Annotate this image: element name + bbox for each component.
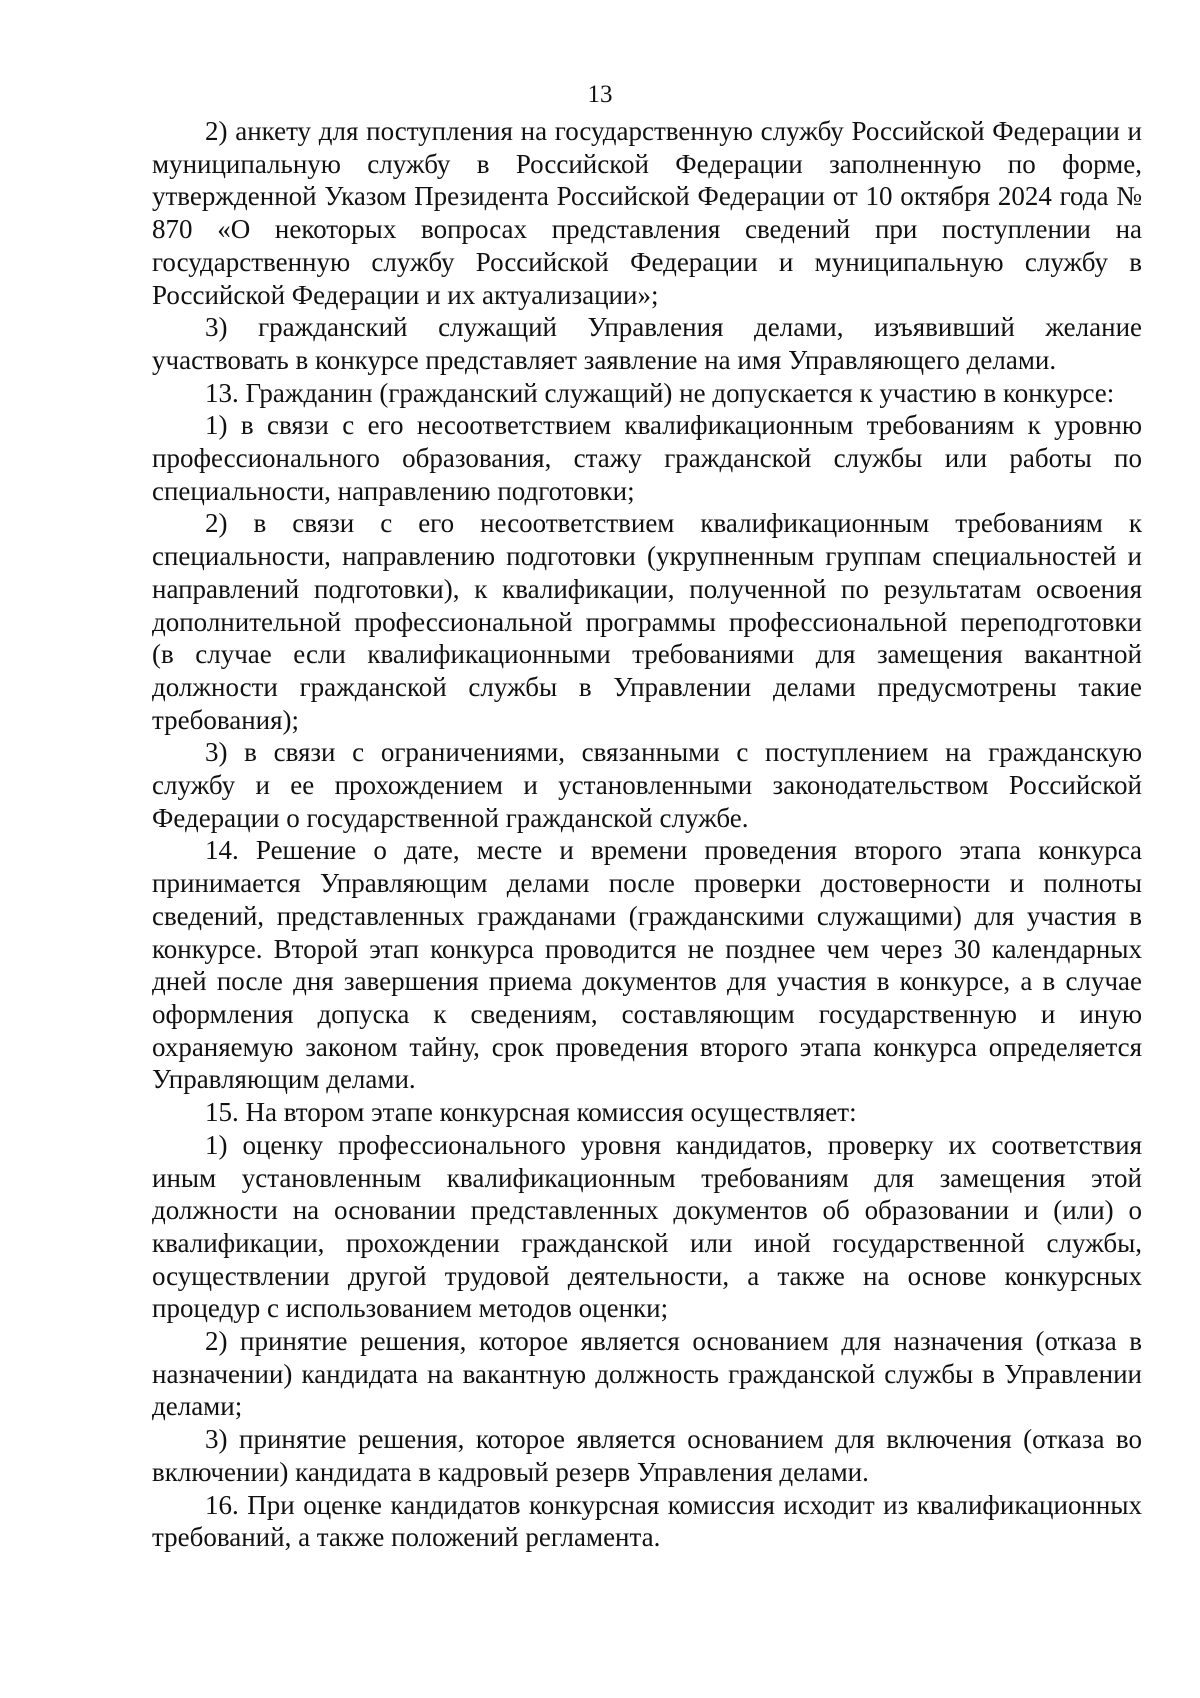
paragraph-2-questionnaire: 2) анкету для поступления на государственную службу Российской Федерации и муниципальную службу в Российской Федерации заполненную по форме, утвержденной Указом Президента Российской Федерации от 10 октября 2024 года № 870 «О некоторых вопросах представления сведений при поступлении на государственную службу Российской Федерации и муниципальную службу в Российской Федерации и их актуализации»; xyxy=(152,116,1142,310)
page-number: 13 xyxy=(587,81,613,108)
paragraph-13-2-specialty-mismatch: 2) в связи с его несоответствием квалификационным требованиям к специальности, направлению подготовки (укрупненным группам специальностей и направлений подготовки), к квалификации, полученной по результатам освоения дополнительной профессиональной программы профессиональной переподготовки (в случае если квалификационными требованиями для замещения вакантной должности гражданской службы в Управлении делами предусмотрены такие требования); xyxy=(152,508,1142,735)
paragraph-16-evaluation-basis: 16. При оценке кандидатов конкурсная комиссия исходит из квалификационных требований, а также положений регламента. xyxy=(152,1489,1142,1553)
document-body xyxy=(152,115,1142,1554)
paragraph-13-not-admitted: 13. Гражданин (гражданский служащий) не допускается к участию в конкурсе: xyxy=(205,377,1115,408)
paragraph-13-3-restrictions: 3) в связи с ограничениями, связанными с поступлением на гражданскую службу и ее прохождением и установленными законодательством Российской Федерации о государственной гражданской службе. xyxy=(152,737,1142,833)
paragraph-15-2-appointment-decision: 2) принятие решения, которое является основанием для назначения (отказа в назначении) кандидата на вакантную должность гражданской службы в Управлении делами; xyxy=(152,1326,1142,1422)
paragraph-13-1-education-mismatch: 1) в связи с его несоответствием квалификационным требованиям к уровню профессионального образования, стажу гражданской службы или работы по специальности, направлению подготовки; xyxy=(152,410,1142,506)
paragraph-15-1-assessment: 1) оценку профессионального уровня кандидатов, проверку их соответствия иным установленным квалификационным требованиям для замещения этой должности на основании представленных документов об образовании и (или) о квалификации, прохождении гражданской или иной государственной службы, осуществлении другой трудовой деятельности, а также на основе конкурсных процедур с использованием методов оценки; xyxy=(152,1129,1142,1324)
paragraph-14-second-stage-date: 14. Решение о дате, месте и времени проведения второго этапа конкурса принимается Управляющим делами после проверки достоверности и полноты сведений, представленных гражданами (гражданскими служащими) для участия в конкурсе. Второй этап конкурса проводится не позднее чем через 30 календарных дней после дня завершения приема документов для участия в конкурсе, а в случае оформления допуска к сведениям, составляющим государственную и иную охраняемую законом тайну, срок проведения второго этапа конкурса определяется Управляющим делами. xyxy=(152,835,1142,1095)
paragraph-3-civil-servant-application: 3) гражданский служащий Управления делами, изъявивший желание участвовать в конкурсе представляет заявление на имя Управляющего делами. xyxy=(152,312,1142,375)
paragraph-15-3-reserve-decision: 3) принятие решения, которое является основанием для включения (отказа во включении) кандидата в кадровый резерв Управления делами. xyxy=(152,1424,1142,1487)
paragraph-15-second-stage-commission: 15. На втором этапе конкурсная комиссия осуществляет: xyxy=(205,1097,857,1128)
